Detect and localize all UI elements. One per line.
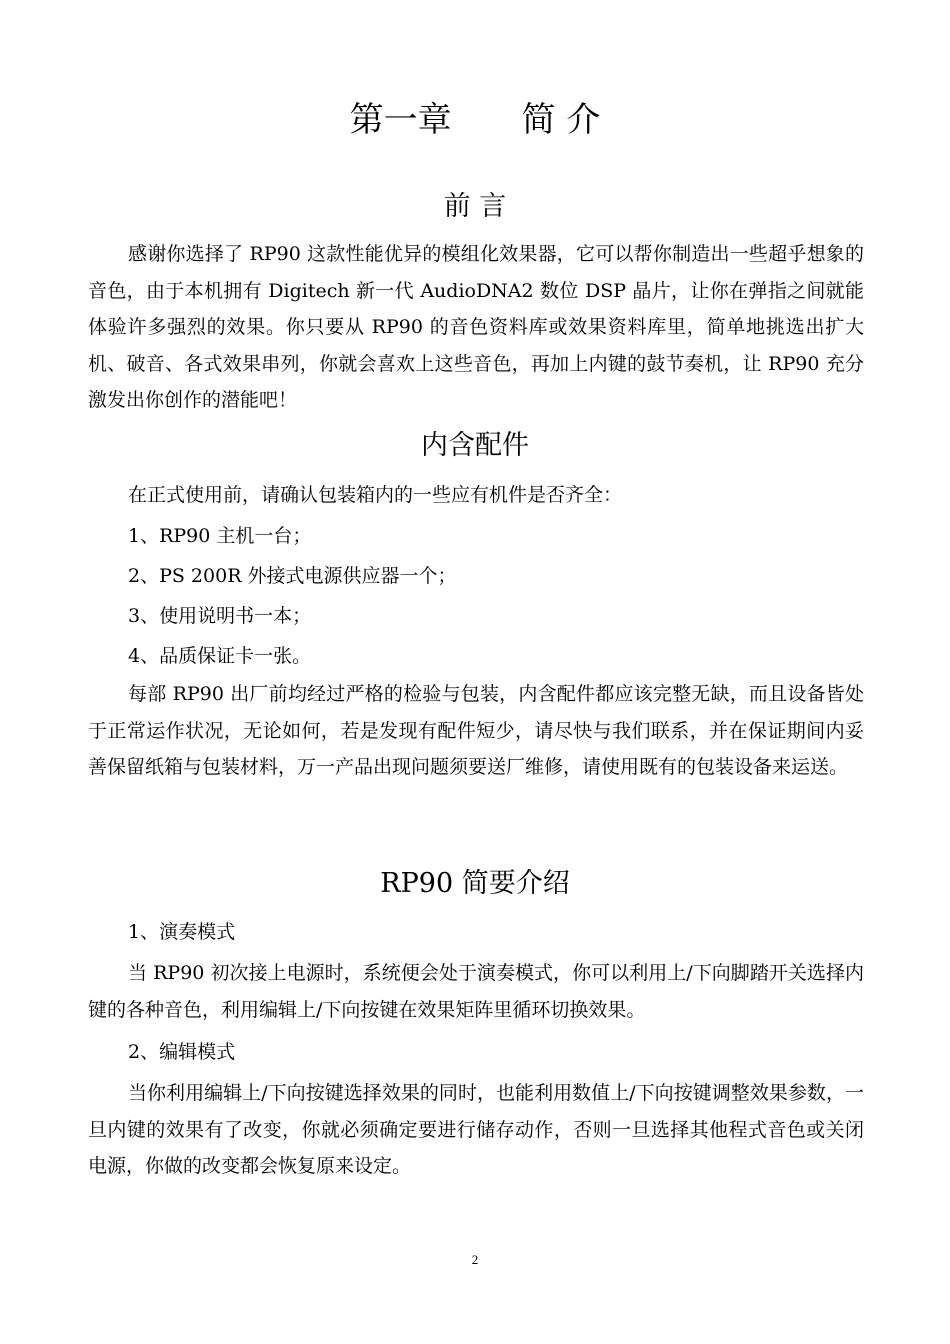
page-number: 2 — [471, 1252, 479, 1267]
intro-heading: RP90 简要介绍 — [380, 868, 570, 899]
foreword-paragraph: 感谢你选择了 RP90 这款性能优异的模组化效果器，它可以帮你制造出一些超乎想象的音色，由于本机拥有 Digitech 新一代 AudioDNA2 数位 DSP 晶片，让你在弹指之间就能体验许多强烈的效果。你只要从 RP90 的音色资料库或效果资料库里，简单地挑选出扩大机、破音、各式效果串列，你就会喜欢上这些音色，再加上内键的鼓节奏机，让 RP90 充分激发出你创作的潜能吧！ — [88, 243, 864, 411]
mode2-paragraph: 当你利用编辑上/下向按键选择效果的同时，也能利用数值上/下向按键调整效果参数，一旦内键的效果有了改变，你就必须确定要进行储存动作，否则一旦选择其他程式音色或关闭电源，你做的改变都会恢复原来设定。 — [88, 1082, 864, 1177]
chapter-number: 第一章 — [349, 100, 452, 140]
mode1-paragraph: 当 RP90 初次接上电源时，系统便会处于演奏模式，你可以利用上/下向脚踏开关选择内键的各种音色，利用编辑上/下向按键在效果矩阵里循环切换效果。 — [88, 962, 864, 1021]
chapter-title — [0, 98, 950, 142]
list-item: 4、品质保证卡一张。 — [128, 645, 312, 667]
mode2-title: 2、编辑模式 — [128, 1041, 236, 1063]
chapter-name: 简 介 — [521, 100, 601, 140]
foreword-heading: 前 言 — [443, 191, 507, 222]
contents-heading: 内含配件 — [421, 430, 529, 461]
contents-note: 每部 RP90 出厂前均经过严格的检验与包装，内含配件都应该完整无缺，而且设备皆处于正常运作状况，无论如何，若是发现有配件短少，请尽快与我们联系，并在保证期间内妥善保留纸箱与包装材料，万一产品出现问题须要送厂维修，请使用既有的包装设备来运送。 — [88, 683, 864, 778]
list-item: 2、PS 200R 外接式电源供应器一个； — [128, 565, 457, 587]
contents-intro: 在正式使用前，请确认包装箱内的一些应有机件是否齐全： — [128, 484, 623, 506]
list-item: 3、使用说明书一本； — [128, 605, 312, 627]
list-item: 1、RP90 主机一台； — [128, 525, 312, 547]
mode1-title: 1、演奏模式 — [128, 921, 236, 943]
